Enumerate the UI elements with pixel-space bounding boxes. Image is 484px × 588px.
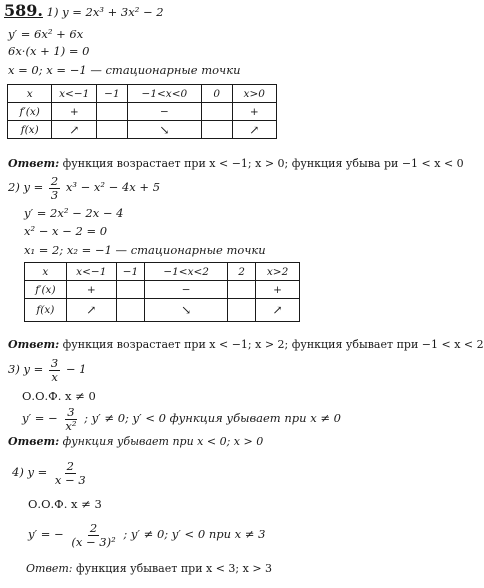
table-cell xyxy=(202,103,232,121)
p2-line1-prefix: 2) y = xyxy=(8,180,44,194)
table-cell xyxy=(202,121,232,139)
p1-answer xyxy=(8,157,464,171)
table-header-cell: −1 xyxy=(116,263,144,281)
table-header-cell: x xyxy=(25,263,67,281)
fraction-denominator: (x − 3)² xyxy=(71,534,116,549)
table-header-cell: −1 xyxy=(97,85,128,103)
table-header-cell: −1<x<2 xyxy=(145,263,228,281)
p4-answer xyxy=(26,562,272,576)
p2-line4: x₁ = 2; x₂ = −1 — стационарные точки xyxy=(24,243,266,257)
p3-line2: О.О.Ф. x ≠ 0 xyxy=(22,389,96,403)
table-cell xyxy=(97,121,128,139)
fraction xyxy=(49,175,60,202)
answer-label: Ответ: xyxy=(26,562,73,575)
fraction-denominator: x − 3 xyxy=(54,472,86,487)
table-row xyxy=(8,121,277,139)
p3-line1-suffix: − 1 xyxy=(65,362,87,376)
table-row-label: f′(x) xyxy=(25,281,67,299)
table-row xyxy=(25,263,300,281)
increase-arrow-icon: ↗ xyxy=(256,299,300,322)
table-row-label: f(x) xyxy=(25,299,67,322)
table-row-label: f′(x) xyxy=(8,103,52,121)
table-cell xyxy=(116,299,144,322)
p1-line3: 6x·(x + 1) = 0 xyxy=(8,44,90,58)
fraction xyxy=(53,460,88,487)
increase-arrow-icon: ↗ xyxy=(52,121,97,139)
p2-sign-table xyxy=(24,262,300,322)
problem-header xyxy=(4,1,164,20)
p2-line1-suffix: x³ − x² − 4x + 5 xyxy=(65,180,161,194)
fraction-numerator: 3 xyxy=(50,355,59,370)
table-cell: − xyxy=(145,281,228,299)
p1-line1: 1) y = 2x³ + 3x² − 2 xyxy=(46,5,164,19)
answer-label: Ответ: xyxy=(8,338,60,351)
table-header-cell: x<−1 xyxy=(52,85,97,103)
answer-label: Ответ: xyxy=(8,435,60,448)
p3-line1 xyxy=(8,355,87,383)
table-cell xyxy=(228,281,256,299)
table-header-cell: −1<x<0 xyxy=(127,85,201,103)
p2-line1 xyxy=(8,173,160,201)
fraction xyxy=(63,406,78,433)
fraction xyxy=(49,357,60,384)
table-cell: + xyxy=(256,281,300,299)
fraction-numerator: 2 xyxy=(50,173,59,188)
table-cell xyxy=(97,103,128,121)
p1-line4: x = 0; x = −1 — стационарные точки xyxy=(8,63,241,77)
fraction-denominator: 3 xyxy=(50,187,59,202)
table-cell xyxy=(116,281,144,299)
fraction-denominator: x² xyxy=(65,418,77,433)
p4-line1 xyxy=(12,457,90,487)
problem-number: 589. xyxy=(4,1,43,20)
p3-line3-suffix: ; y′ ≠ 0; y′ < 0 функция убывает при x ≠ 0 xyxy=(84,411,341,425)
fraction-numerator: 2 xyxy=(66,458,74,473)
table-header-cell: 0 xyxy=(202,85,232,103)
increase-arrow-icon: ↗ xyxy=(66,299,116,322)
p3-line3-prefix: y′ = − xyxy=(22,411,58,425)
p1-sign-table xyxy=(7,84,277,139)
p3-line3 xyxy=(22,403,341,433)
p4-line3 xyxy=(28,516,265,552)
table-header-cell: x>2 xyxy=(256,263,300,281)
table-header-cell: x<−1 xyxy=(66,263,116,281)
answer-text: функция убывает при x < 3; x > 3 xyxy=(76,562,273,575)
decrease-arrow-icon: ↘ xyxy=(127,121,201,139)
fraction-numerator: 2 xyxy=(89,520,98,535)
table-header-cell: x>0 xyxy=(232,85,277,103)
p2-answer xyxy=(8,338,484,352)
fraction xyxy=(69,522,117,549)
answer-text: функция убывает при x < 0; x > 0 xyxy=(62,435,264,448)
p2-line3: x² − x − 2 = 0 xyxy=(24,224,108,238)
p3-answer xyxy=(8,435,263,449)
increase-arrow-icon: ↗ xyxy=(232,121,277,139)
p1-line2: y′ = 6x² + 6x xyxy=(8,27,84,41)
table-header-cell: 2 xyxy=(228,263,256,281)
p4-line3-suffix: ; y′ ≠ 0; y′ < 0 при x ≠ 3 xyxy=(123,527,266,541)
answer-text: функция возрастает при x < −1; x > 2; функция убывает при −1 < x < 2 xyxy=(62,338,484,351)
table-cell: − xyxy=(127,103,201,121)
table-cell: + xyxy=(66,281,116,299)
table-row xyxy=(25,281,300,299)
answer-text: функция возрастает при x < −1; x > 0; функция убыва ри −1 < x < 0 xyxy=(62,157,464,170)
p3-line1-prefix: 3) y = xyxy=(8,362,44,376)
p4-line3-prefix: y′ = − xyxy=(28,527,64,541)
table-cell: + xyxy=(232,103,277,121)
answer-label: Ответ: xyxy=(8,157,60,170)
table-cell xyxy=(228,299,256,322)
decrease-arrow-icon: ↘ xyxy=(145,299,228,322)
p4-line1-prefix: 4) y = xyxy=(12,465,48,479)
table-header-cell: x xyxy=(8,85,52,103)
fraction-denominator: x xyxy=(51,369,58,384)
fraction-numerator: 3 xyxy=(67,404,75,419)
table-cell: + xyxy=(52,103,97,121)
table-row xyxy=(8,85,277,103)
table-row-label: f(x) xyxy=(8,121,52,139)
p2-line2: y′ = 2x² − 2x − 4 xyxy=(24,206,124,220)
table-row xyxy=(8,103,277,121)
p4-line2: О.О.Ф. x ≠ 3 xyxy=(28,497,102,511)
table-row xyxy=(25,299,300,322)
